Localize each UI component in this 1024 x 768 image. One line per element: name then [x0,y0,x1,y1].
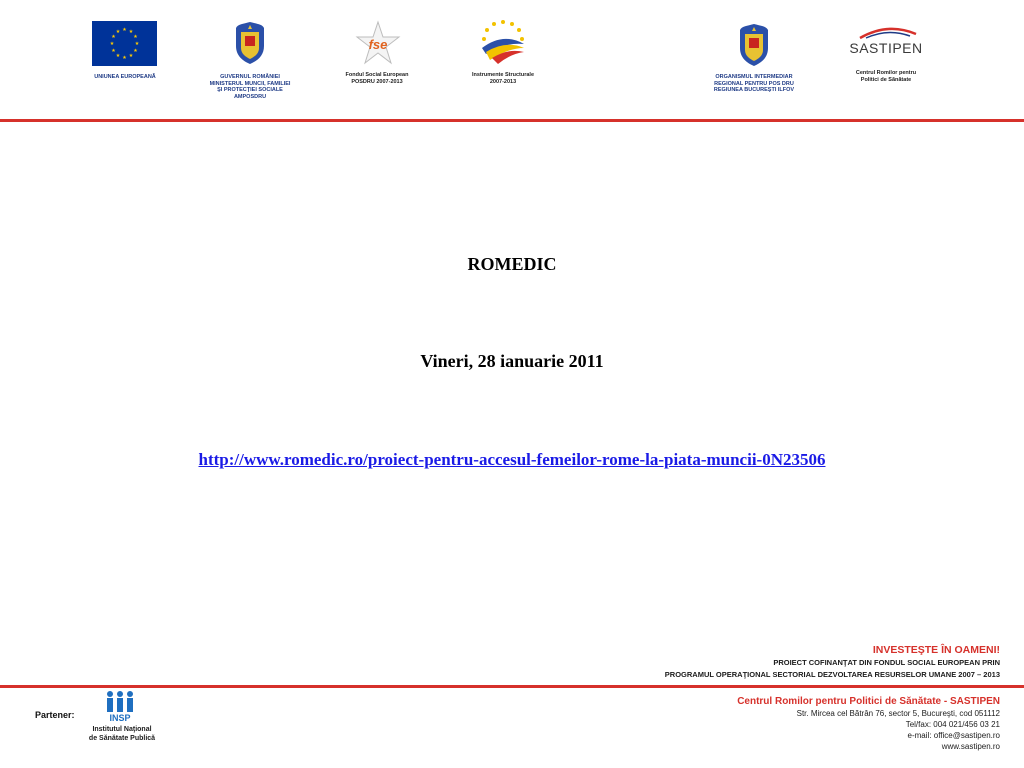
fse-caption: Fondul Social European POSDRU 2007-2013 [345,72,409,85]
svg-text:★: ★ [109,41,115,47]
sastipen-swoosh-icon [858,26,918,40]
svg-text:★: ★ [133,34,138,40]
svg-text:★: ★ [122,55,127,61]
romania-coat-of-arms-icon [233,20,267,66]
org-name: Centrul Romilor pentru Politici de Sănătate - SASTIPEN [737,696,1000,707]
link-container [0,450,1024,470]
instrumente-caption: Instrumente Structurale 2007-2013 [471,72,535,85]
org-phone: Tel/fax: 004 021/456 03 21 [905,720,1000,729]
project-line-2: PROGRAMUL OPERAŢIONAL SECTORIAL DEZVOLTAREA RESURSELOR UMANE 2007 – 2013 [664,670,1000,679]
guvern-caption: GUVERNUL ROMÂNIEI MINISTERUL MUNCII, FAMILIEI ŞI PROTECŢIEI SOCIALE AMPOSDRU [209,74,291,100]
footer-divider [0,685,1024,688]
org-email: e-mail: office@sastipen.ro [907,731,1000,740]
svg-text:★: ★ [128,29,134,35]
instrumente-structurale-logo [476,18,530,68]
svg-text:★: ★ [122,27,127,33]
romedic-link[interactable]: http://www.romedic.ro/proiect-pentru-accesul-femeilor-rome-la-piata-muncii-0N23506 [198,450,826,469]
organismul-caption: ORGANISMUL INTERMEDIAR REGIONAL PENTRU POS DRU REGIUNEA BUCUREŞTI ILFOV [713,74,795,93]
svg-text:★: ★ [133,48,138,54]
eu-logo-caption: UNIUNEA EUROPEANĂ [94,74,156,80]
svg-text:★: ★ [111,34,116,40]
fse-mark: fse [368,37,388,52]
slide-title: ROMEDIC [467,254,557,274]
sastipen-wordmark: SASTIPEN [849,40,923,56]
org-website: www.sastipen.ro [941,742,1000,751]
organismul-intermediar-icon [737,22,771,68]
org-address: Str. Mircea cel Bătrân 76, sector 5, Bucureşti, cod 051112 [796,709,1000,718]
svg-text:★: ★ [115,53,121,59]
slide-date: Vineri, 28 ianuarie 2011 [420,351,604,371]
investeste-slogan: INVESTEŞTE ÎN OAMENI! [872,644,1000,656]
partner-label: Partener: [35,710,75,720]
svg-text:★: ★ [115,29,121,35]
insp-logo-icon [102,690,138,714]
svg-text:★: ★ [134,41,140,47]
insp-name: Institutul Naţional de Sănătate Publică [88,726,156,742]
svg-text:★: ★ [128,53,134,59]
fse-logo [352,20,404,68]
eu-flag-logo [92,21,157,66]
header-divider [0,119,1024,122]
insp-acronym: INSP [109,713,131,723]
svg-text:★: ★ [111,48,116,54]
project-line-1: PROIECT COFINANŢAT DIN FONDUL SOCIAL EUROPEAN PRIN [773,658,1000,667]
sastipen-caption: Centrul Romilor pentru Politici de Sănătate [855,70,917,83]
